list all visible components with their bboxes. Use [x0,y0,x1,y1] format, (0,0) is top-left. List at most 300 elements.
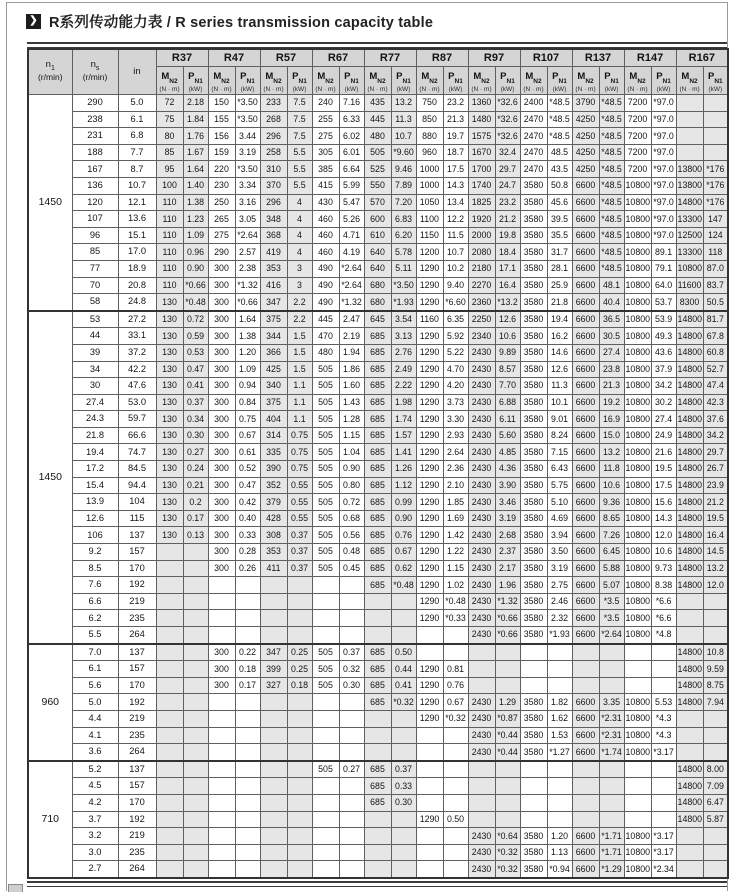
cell-pn1-r147: *97.0 [651,194,676,211]
cell-pn1-r97: 16.4 [495,277,520,294]
cell-pn1-r137 [599,811,624,828]
cell-pn1-r87: 1.69 [443,510,468,527]
cell-pn1-r67: 1.43 [339,394,364,411]
cell-mn2-r137: 6600 [572,828,599,845]
cell-mn2-r147 [624,794,651,811]
cell-mn2-r137: 4250 [572,111,599,128]
cell-mn2-r77: 550 [364,177,391,194]
cell-pn1-r97 [495,644,520,661]
table-row [28,494,728,511]
cell-in: 192 [118,577,156,594]
cell-mn2-r167 [676,861,703,878]
cell-pn1-r137: *1.71 [599,844,624,861]
cell-in: 33.1 [118,328,156,345]
table-row [28,627,728,644]
cell-pn1-r57: 1.1 [287,378,312,395]
cell-mn2-r77: 685 [364,577,391,594]
header-group-r87: R87 [416,49,468,67]
cell-mn2-r87 [416,778,443,795]
cell-mn2-r147: 10800 [624,861,651,878]
cell-mn2-r47: 300 [208,661,235,678]
cell-mn2-r67: 460 [312,211,339,228]
cell-pn1-r167: 21.2 [703,494,728,511]
cell-mn2-r137: 6600 [572,844,599,861]
cell-pn1-r137: 5.07 [599,577,624,594]
cell-mn2-r77 [364,828,391,845]
cell-mn2-r57: 296 [260,194,287,211]
cell-mn2-r107 [520,761,547,778]
cell-mn2-r107: 3580 [520,510,547,527]
cell-pn1-r47 [235,778,260,795]
cell-in: 18.9 [118,260,156,277]
cell-mn2-r77: 640 [364,244,391,261]
cell-mn2-r107: 3580 [520,861,547,878]
cell-mn2-r37: 130 [156,494,183,511]
cell-pn1-r97: *0.66 [495,627,520,644]
cell-pn1-r47: 1.38 [235,328,260,345]
cell-in: 157 [118,778,156,795]
cell-mn2-r67 [312,778,339,795]
cell-ns: 19.4 [72,444,118,461]
table-row [28,328,728,345]
cell-mn2-r107: 3580 [520,560,547,577]
cell-mn2-r57: 399 [260,661,287,678]
cell-ns: 8.5 [72,560,118,577]
cell-mn2-r137: 6600 [572,177,599,194]
cell-mn2-r167: 14800 [676,444,703,461]
cell-ns: 7.6 [72,577,118,594]
cell-pn1-r77: 10.7 [391,128,416,145]
cell-mn2-r137: 6600 [572,378,599,395]
cell-mn2-r167: 14800 [676,378,703,395]
cell-in: 5.0 [118,95,156,112]
header-mn2-r167: $M_{N2}$ (N · m) [676,67,703,95]
cell-pn1-r37 [183,694,208,711]
cell-mn2-r97: 2430 [468,361,495,378]
cell-n1: 1450 [28,311,72,644]
cell-pn1-r147: *97.0 [651,177,676,194]
cell-ns: 231 [72,128,118,145]
cell-pn1-r107: 43.5 [547,161,572,178]
cell-pn1-r137: 30.5 [599,328,624,345]
cell-pn1-r167: 60.8 [703,344,728,361]
cell-ns: 167 [72,161,118,178]
cell-pn1-r77: *1.93 [391,294,416,311]
cell-mn2-r147: 10800 [624,194,651,211]
cell-mn2-r37: 130 [156,394,183,411]
cell-mn2-r107: 3580 [520,544,547,561]
cell-pn1-r137 [599,661,624,678]
cell-mn2-r47: 300 [208,328,235,345]
cell-mn2-r167: 14800 [676,761,703,778]
cell-ns: 6.6 [72,593,118,610]
cell-mn2-r147: 10800 [624,294,651,311]
cell-pn1-r167 [703,727,728,744]
cell-mn2-r147: 10800 [624,744,651,761]
cell-mn2-r87 [416,844,443,861]
cell-mn2-r37: 130 [156,328,183,345]
cell-mn2-r57: 366 [260,344,287,361]
cell-mn2-r67: 490 [312,294,339,311]
cell-pn1-r47: 2.57 [235,244,260,261]
cell-mn2-r147 [624,778,651,795]
cell-pn1-r107: 2.75 [547,577,572,594]
cell-pn1-r67: 6.01 [339,144,364,161]
cell-pn1-r67: *1.32 [339,294,364,311]
cell-mn2-r167 [676,111,703,128]
cell-mn2-r137: 4250 [572,144,599,161]
cell-pn1-r87: 1.02 [443,577,468,594]
cell-pn1-r97: *32.6 [495,128,520,145]
cell-mn2-r67 [312,794,339,811]
cell-pn1-r37 [183,661,208,678]
cell-pn1-r67 [339,694,364,711]
cell-mn2-r77: 685 [364,677,391,694]
cell-pn1-r37 [183,627,208,644]
cell-mn2-r87: 1290 [416,344,443,361]
cell-pn1-r57: 5.5 [287,177,312,194]
cell-pn1-r47: *3.50 [235,161,260,178]
cell-pn1-r77: 7.20 [391,194,416,211]
cell-pn1-r147: 5.53 [651,694,676,711]
table-row [28,461,728,478]
cell-pn1-r37 [183,778,208,795]
cell-ns: 24.3 [72,411,118,428]
cell-pn1-r57: 7.5 [287,111,312,128]
cell-mn2-r107: 3580 [520,844,547,861]
cell-mn2-r137: 6600 [572,277,599,294]
cell-pn1-r67: 2.19 [339,328,364,345]
cell-pn1-r57 [287,761,312,778]
cell-mn2-r167: 14800 [676,394,703,411]
cell-mn2-r147: 10800 [624,444,651,461]
table-row [28,527,728,544]
cell-mn2-r137: 6600 [572,560,599,577]
cell-mn2-r67 [312,811,339,828]
cell-pn1-r137 [599,644,624,661]
cell-pn1-r97: 9.89 [495,344,520,361]
cell-ns: 85 [72,244,118,261]
cell-pn1-r137: *1.74 [599,744,624,761]
cell-mn2-r137 [572,661,599,678]
cell-pn1-r97: *0.44 [495,744,520,761]
header-pn1-r77: $P_{N1}$ (kW) [391,67,416,95]
cell-mn2-r77: 685 [364,761,391,778]
cell-ns: 21.8 [72,427,118,444]
cell-mn2-r67: 415 [312,177,339,194]
cell-pn1-r137: 5.88 [599,560,624,577]
cell-pn1-r77: 0.50 [391,644,416,661]
cell-mn2-r67: 505 [312,560,339,577]
cell-pn1-r37 [183,828,208,845]
cell-pn1-r37: 0.24 [183,461,208,478]
cell-pn1-r167 [703,610,728,627]
cell-pn1-r97: *1.32 [495,593,520,610]
cell-mn2-r107: 3580 [520,378,547,395]
cell-pn1-r77: 2.76 [391,344,416,361]
cell-mn2-r87: 960 [416,144,443,161]
cell-pn1-r137: *3.5 [599,610,624,627]
cell-mn2-r47: 150 [208,95,235,112]
cell-mn2-r37: 130 [156,527,183,544]
table-row [28,95,728,112]
cell-mn2-r47 [208,761,235,778]
bottom-double-rule [27,881,727,887]
cell-pn1-r137: 10.6 [599,477,624,494]
cell-mn2-r147: 10800 [624,577,651,594]
cell-pn1-r37: 0.59 [183,328,208,345]
cell-mn2-r47: 155 [208,111,235,128]
cell-mn2-r97: 2430 [468,593,495,610]
cell-mn2-r67: 470 [312,328,339,345]
cell-mn2-r57: 375 [260,311,287,328]
cell-mn2-r37: 110 [156,211,183,228]
cell-pn1-r87: 0.50 [443,811,468,828]
cell-mn2-r137: 6600 [572,361,599,378]
cell-mn2-r37 [156,593,183,610]
cell-mn2-r167 [676,727,703,744]
cell-mn2-r97: 2430 [468,378,495,395]
cell-pn1-r77: 0.37 [391,761,416,778]
cell-mn2-r37: 80 [156,128,183,145]
cell-pn1-r107: 8.24 [547,427,572,444]
cell-pn1-r47: *3.50 [235,95,260,112]
cell-pn1-r37 [183,811,208,828]
cell-pn1-r97: 1.96 [495,577,520,594]
cell-mn2-r137: 6600 [572,494,599,511]
cell-pn1-r137: 6.45 [599,544,624,561]
cell-pn1-r137: *48.5 [599,177,624,194]
cell-pn1-r147: *3.17 [651,828,676,845]
table-row [28,161,728,178]
cell-pn1-r167: 47.4 [703,378,728,395]
cell-pn1-r107: *48.5 [547,128,572,145]
cell-pn1-r167 [703,744,728,761]
cell-pn1-r57 [287,593,312,610]
cell-mn2-r167 [676,128,703,145]
cell-pn1-r57: 0.37 [287,544,312,561]
cell-pn1-r37: 0.53 [183,344,208,361]
cell-pn1-r47: 0.75 [235,411,260,428]
cell-mn2-r77 [364,811,391,828]
cell-mn2-r167 [676,593,703,610]
cell-mn2-r47: 300 [208,510,235,527]
cell-pn1-r147 [651,661,676,678]
cell-mn2-r57: 368 [260,227,287,244]
cell-mn2-r97: 2430 [468,861,495,878]
cell-pn1-r97: 12.6 [495,311,520,328]
cell-mn2-r37: 95 [156,161,183,178]
cell-pn1-r107: 31.7 [547,244,572,261]
cell-pn1-r87: 18.7 [443,144,468,161]
cell-pn1-r107: *48.5 [547,95,572,112]
cell-pn1-r147: *97.0 [651,111,676,128]
cell-in: 12.1 [118,194,156,211]
cell-mn2-r87: 1160 [416,311,443,328]
cell-mn2-r147: 10800 [624,361,651,378]
cell-pn1-r137: 16.9 [599,411,624,428]
cell-pn1-r57: 7.5 [287,128,312,145]
cell-pn1-r47: 0.26 [235,560,260,577]
cell-mn2-r137: 6600 [572,593,599,610]
cell-pn1-r77: 2.22 [391,378,416,395]
cell-pn1-r147: 27.4 [651,411,676,428]
cell-mn2-r47: 275 [208,227,235,244]
cell-mn2-r57 [260,577,287,594]
cell-pn1-r107: 25.9 [547,277,572,294]
table-row [28,128,728,145]
cell-mn2-r137 [572,794,599,811]
cell-pn1-r137: *48.5 [599,244,624,261]
cell-mn2-r57 [260,828,287,845]
cell-pn1-r147: *97.0 [651,144,676,161]
cell-mn2-r67: 505 [312,761,339,778]
cell-pn1-r87 [443,644,468,661]
cell-mn2-r137: 6600 [572,294,599,311]
cell-pn1-r167 [703,844,728,861]
cell-pn1-r57 [287,577,312,594]
cell-mn2-r147: 10800 [624,260,651,277]
cell-pn1-r47: 0.22 [235,644,260,661]
cell-mn2-r37 [156,811,183,828]
table-row [28,394,728,411]
cell-pn1-r107: 16.2 [547,328,572,345]
cell-pn1-r97: *0.44 [495,727,520,744]
cell-mn2-r87: 1290 [416,560,443,577]
table-row [28,510,728,527]
table-row [28,861,728,878]
cell-pn1-r87: *0.33 [443,610,468,627]
cell-mn2-r147: 10800 [624,378,651,395]
cell-pn1-r47 [235,577,260,594]
cell-mn2-r77: 645 [364,311,391,328]
cell-mn2-r77: 685 [364,778,391,795]
header-group-r67: R67 [312,49,364,67]
cell-mn2-r77: 685 [364,560,391,577]
cell-pn1-r137: *2.31 [599,727,624,744]
cell-mn2-r107: 3580 [520,593,547,610]
cell-pn1-r67: *2.64 [339,260,364,277]
cell-pn1-r47: 0.67 [235,427,260,444]
cell-mn2-r167: 14800 [676,461,703,478]
cell-mn2-r37 [156,560,183,577]
cell-mn2-r47 [208,828,235,845]
cell-pn1-r37: 0.21 [183,477,208,494]
table-row [28,661,728,678]
cell-mn2-r97: 2360 [468,294,495,311]
cell-mn2-r147: 10800 [624,411,651,428]
cell-mn2-r67: 505 [312,677,339,694]
cell-pn1-r47: 0.18 [235,661,260,678]
cell-mn2-r147: 10800 [624,311,651,328]
cell-mn2-r37 [156,778,183,795]
cell-pn1-r47: 0.17 [235,677,260,694]
cell-mn2-r137: 6600 [572,627,599,644]
cell-ns: 5.2 [72,761,118,778]
cell-pn1-r147: 12.0 [651,527,676,544]
cell-mn2-r67 [312,610,339,627]
cell-pn1-r87 [443,778,468,795]
cell-mn2-r87: 1290 [416,494,443,511]
cell-in: 8.7 [118,161,156,178]
cell-pn1-r147: 89.1 [651,244,676,261]
cell-pn1-r107: 39.5 [547,211,572,228]
cell-mn2-r77 [364,727,391,744]
cell-ns: 4.1 [72,727,118,744]
cell-in: 104 [118,494,156,511]
cell-in: 42.2 [118,361,156,378]
cell-in: 235 [118,610,156,627]
cell-mn2-r167: 14800 [676,778,703,795]
cell-mn2-r97 [468,811,495,828]
cell-mn2-r67: 505 [312,394,339,411]
cell-pn1-r97: *0.64 [495,828,520,845]
cell-mn2-r167: 14800 [676,194,703,211]
cell-pn1-r107 [547,778,572,795]
cell-mn2-r57: 404 [260,411,287,428]
cell-pn1-r97: 3.19 [495,510,520,527]
cell-mn2-r87: 1290 [416,610,443,627]
cell-in: 170 [118,560,156,577]
cell-pn1-r37 [183,744,208,761]
cell-pn1-r67 [339,794,364,811]
cell-mn2-r107 [520,778,547,795]
cell-pn1-r167: 23.9 [703,477,728,494]
cell-mn2-r87: 1290 [416,677,443,694]
cell-pn1-r77: 13.2 [391,95,416,112]
cell-pn1-r57 [287,694,312,711]
cell-mn2-r87: 1290 [416,527,443,544]
cell-pn1-r67: *2.64 [339,277,364,294]
cell-mn2-r37: 110 [156,277,183,294]
page-title: R系列传动能力表 / R series transmission capacity table [49,14,434,31]
cell-mn2-r137: 6600 [572,427,599,444]
cell-pn1-r37 [183,761,208,778]
cell-pn1-r107: *0.94 [547,861,572,878]
cell-pn1-r47 [235,627,260,644]
cell-pn1-r47 [235,844,260,861]
cell-mn2-r67: 505 [312,510,339,527]
cell-mn2-r107: 3580 [520,194,547,211]
cell-ns: 5.5 [72,627,118,644]
cell-pn1-r87: 9.40 [443,277,468,294]
cell-mn2-r57 [260,610,287,627]
cell-mn2-r97: 1700 [468,161,495,178]
table-row [28,427,728,444]
cell-mn2-r67: 445 [312,311,339,328]
cell-mn2-r147: 10800 [624,844,651,861]
cell-mn2-r77 [364,627,391,644]
cell-mn2-r77 [364,610,391,627]
cell-in: 157 [118,661,156,678]
cell-mn2-r97: 2430 [468,610,495,627]
cell-pn1-r37: 2.18 [183,95,208,112]
cell-pn1-r57 [287,778,312,795]
cell-pn1-r97 [495,661,520,678]
cell-pn1-r57: 0.75 [287,427,312,444]
cell-mn2-r137: 6600 [572,544,599,561]
cell-pn1-r37: 0.41 [183,378,208,395]
cell-mn2-r57 [260,761,287,778]
cell-pn1-r167 [703,95,728,112]
cell-mn2-r77: 685 [364,544,391,561]
cell-pn1-r167 [703,144,728,161]
cell-pn1-r57: 5.5 [287,144,312,161]
cell-mn2-r97: 2340 [468,328,495,345]
cell-mn2-r137 [572,644,599,661]
table-row [28,311,728,328]
cell-pn1-r67 [339,627,364,644]
